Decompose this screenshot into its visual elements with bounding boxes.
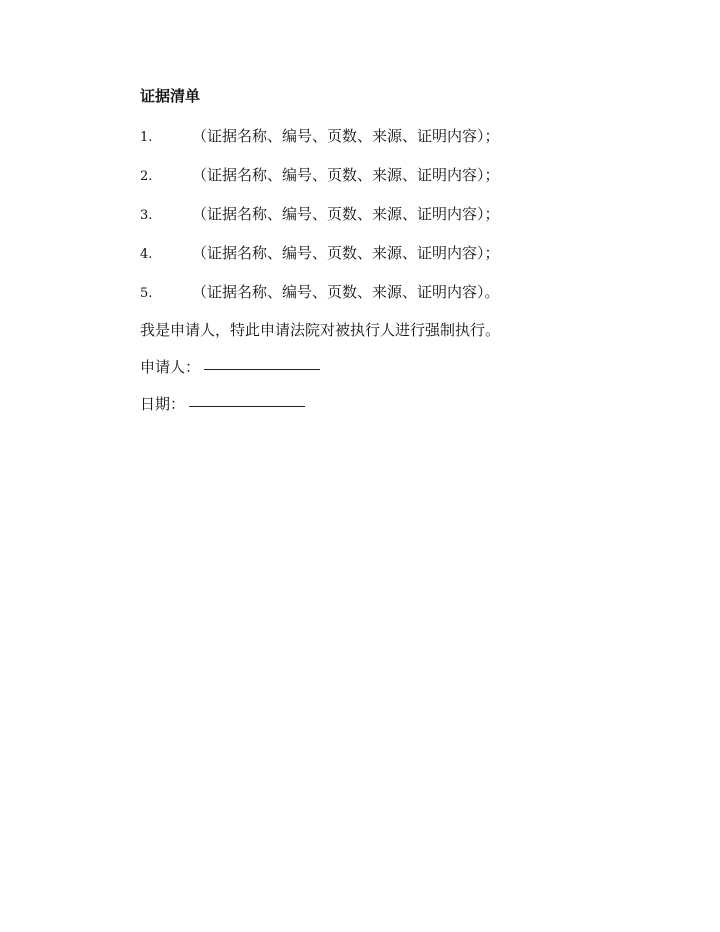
item-text: （证据名称、编号、页数、来源、证明内容）。 [192,283,500,301]
document-content [140,86,640,431]
evidence-list [140,126,640,321]
date-line [140,394,640,414]
item-number: 5. [140,286,153,301]
evidence-item [140,126,640,165]
item-text: （证据名称、编号、页数、来源、证明内容）； [192,166,500,184]
applicant-blank [204,369,320,370]
evidence-list-heading: 证据清单 [140,87,201,105]
evidence-item [140,165,640,204]
applicant-label: 申请人： [140,358,201,376]
item-number: 2. [140,169,153,184]
item-text: （证据名称、编号、页数、来源、证明内容）； [192,205,500,223]
evidence-item [140,282,640,321]
item-text: （证据名称、编号、页数、来源、证明内容）； [192,244,500,262]
application-statement: 我是申请人，特此申请法院对被执行人进行强制执行。 [140,321,501,339]
date-label: 日期： [140,395,186,413]
evidence-item [140,243,640,282]
date-blank [189,406,305,407]
item-number: 3. [140,208,153,223]
evidence-item [140,204,640,243]
item-number: 4. [140,247,153,262]
item-number: 1. [140,130,153,145]
item-text: （证据名称、编号、页数、来源、证明内容）； [192,127,500,145]
applicant-line [140,357,640,377]
